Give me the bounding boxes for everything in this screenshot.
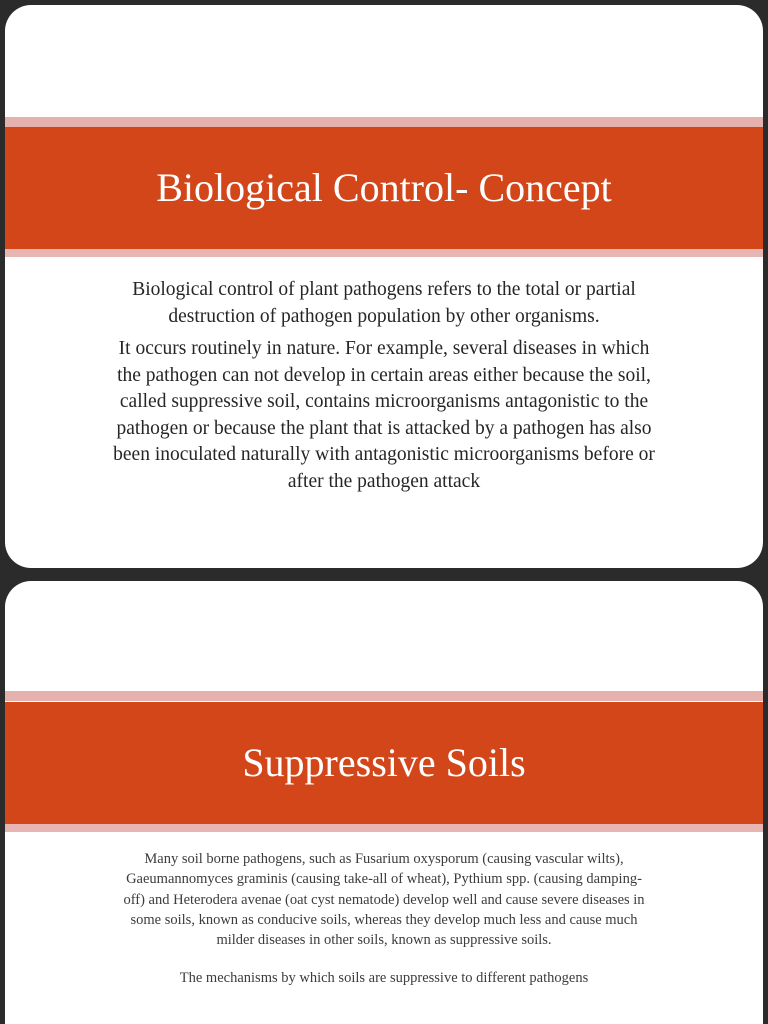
- title-bar: [5, 702, 763, 824]
- title-accent-band-bottom: [5, 824, 763, 832]
- slide-body: [117, 849, 651, 1007]
- title-accent-band-top: [5, 691, 763, 701]
- slide-suppressive-soils: [5, 581, 763, 1024]
- bullet-paragraph: It occurs routinely in nature. For example, several diseases in which the pathogen can not develop in certain areas either because the soil, called suppressive soil, contains microorganisms antagonistic to the pathogen or because the plant that is attacked by a pathogen has also been inoculated naturally with antagonistic microorganisms before or after the pathogen attack: [113, 338, 655, 492]
- bullet-paragraph: Biological control of plant pathogens refers to the total or partial destruction of pathogen population by other organisms.: [132, 279, 636, 327]
- slide-body: [105, 277, 663, 501]
- title-accent-band-top: [5, 117, 763, 127]
- bullet-paragraph: Many soil borne pathogens, such as Fusarium oxysporum (causing vascular wilts), Gaeumannomyces graminis (causing take-all of wheat), Pythium spp. (causing damping-off) and Heterodera avenae (oat cyst nematode) develop well and cause severe diseases in some soils, known as conducive soils, whereas they develop much less and cause much milder diseases in other soils, known as suppressive soils.: [123, 851, 645, 949]
- slide-title: Biological Control- Concept: [156, 165, 612, 210]
- slide-title: Suppressive Soils: [242, 740, 526, 785]
- title-accent-band-bottom: [5, 249, 763, 257]
- slide-biological-control: [5, 5, 763, 568]
- bullet-paragraph: The mechanisms by which soils are suppressive to different pathogens: [179, 970, 589, 987]
- title-bar: [5, 127, 763, 249]
